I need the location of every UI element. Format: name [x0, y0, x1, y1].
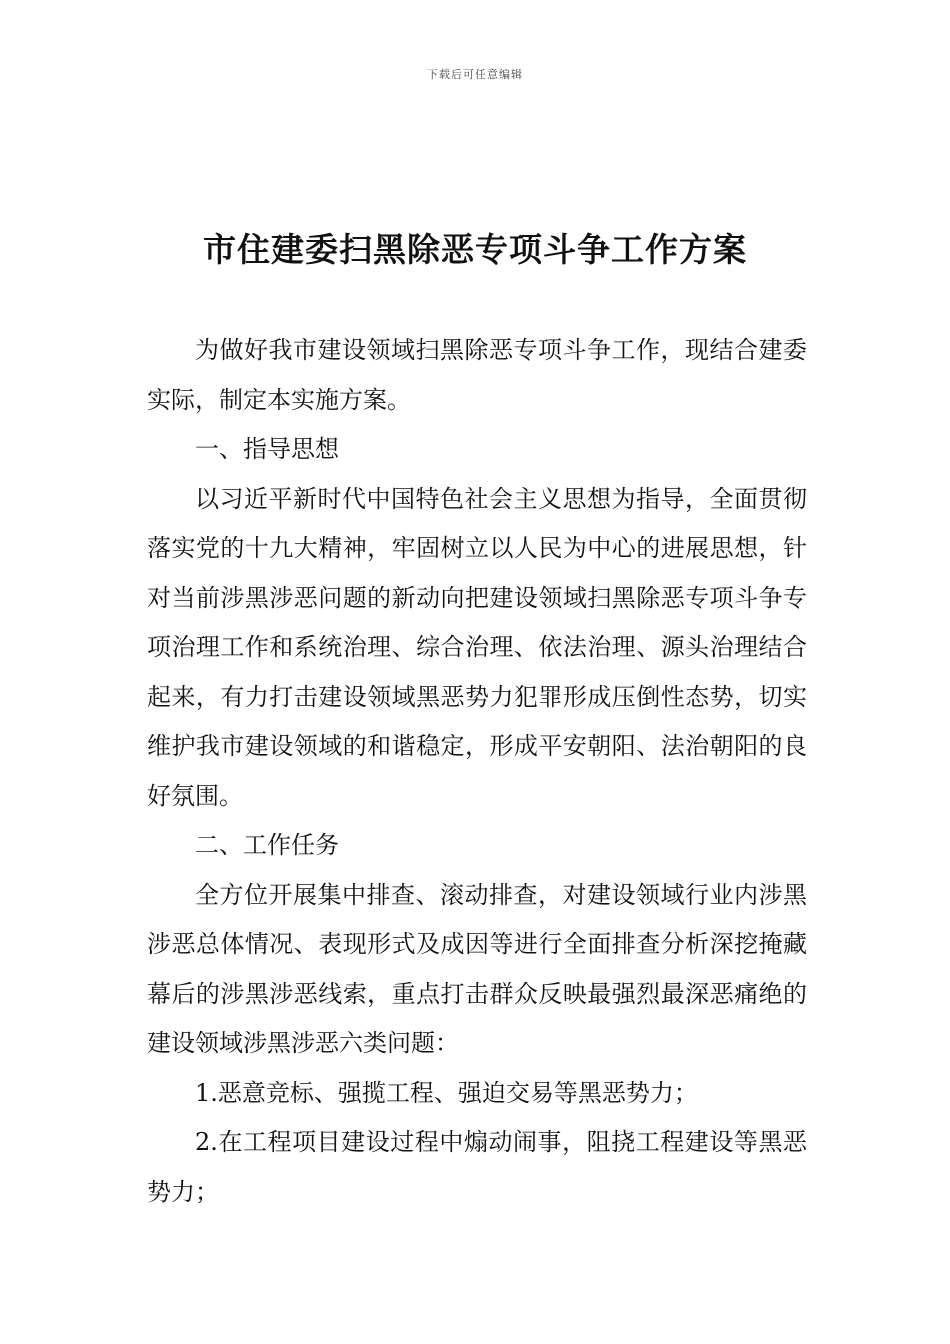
list-item-1: 1.恶意竞标、强揽工程、强迫交易等黑恶势力； [195, 1078, 698, 1107]
document-title: 市住建委扫黑除恶专项斗争工作方案 [203, 230, 747, 269]
paragraph-guiding-thought: 以习近平新时代中国特色社会主义思想为指导，全面贯彻落实党的十九大精神，牢固树立以人民为中心的进展思想，针对当前涉黑涉恶问题的新动向把建设领域扫黑除恶专项斗争专项治理工作和系统治理、综合治理、依法治理、源头治理结合起来，有力打击建设领域黑恶势力犯罪形成压倒性态势，切实维护我市建设领域的和谐稳定，形成平安朝阳、法治朝阳的良好氛围。 [147, 484, 807, 810]
list-item-2: 2.在工程项目建设过程中煽动闹事，阻挠工程建设等黑恶势力； [147, 1128, 807, 1206]
document-body [147, 326, 807, 1217]
paragraph-work-tasks: 全方位开展集中排查、滚动排查，对建设领域行业内涉黑涉恶总体情况、表现形式及成因等进行全面排查分析深挖掩藏幕后的涉黑涉恶线索，重点打击群众反映最强烈最深恶痛绝的建设领域涉黑涉恶六类问题： [147, 880, 807, 1057]
section-heading-work-tasks: 二、工作任务 [195, 831, 339, 859]
header-note: 下载后可任意编辑 [427, 68, 523, 81]
paragraph-intro: 为做好我市建设领域扫黑除恶专项斗争工作，现结合建委实际，制定本实施方案。 [147, 336, 807, 414]
section-heading-guiding-thought: 一、指导思想 [195, 435, 339, 463]
